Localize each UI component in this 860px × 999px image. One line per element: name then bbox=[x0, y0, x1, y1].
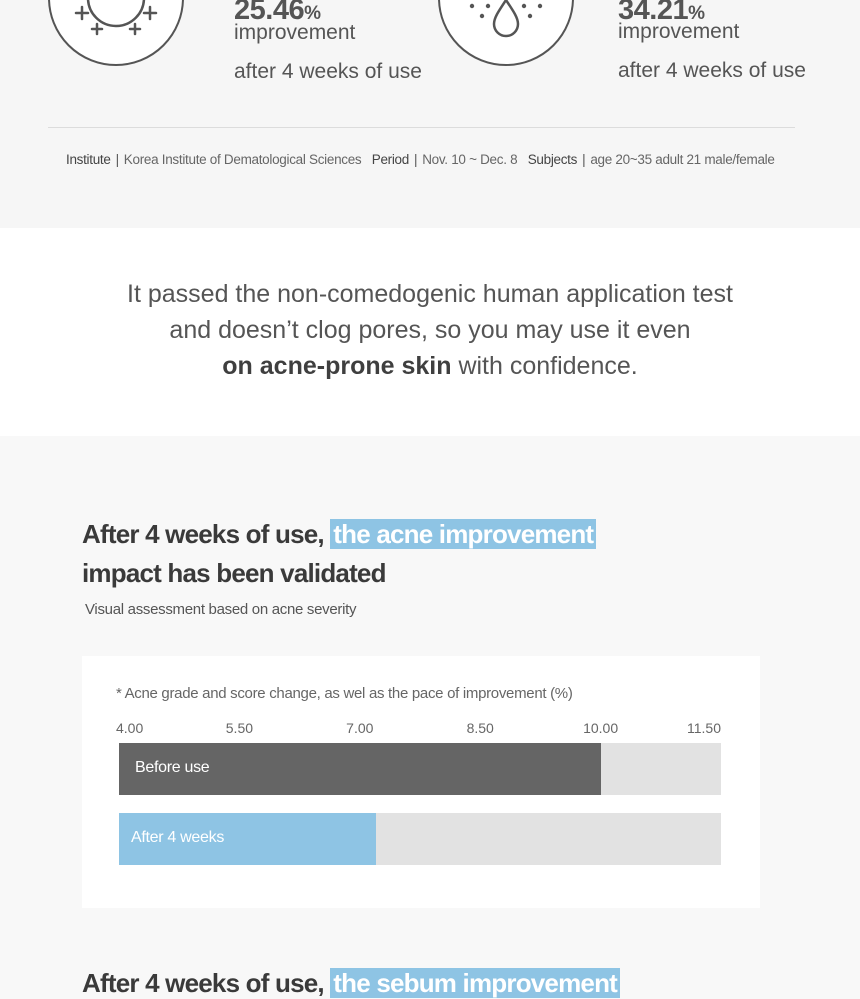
face-plus-icon bbox=[48, 0, 184, 66]
stat-value-1: 25.46% bbox=[234, 0, 321, 26]
stats-section bbox=[0, 0, 860, 228]
non-comedogenic-statement bbox=[0, 228, 860, 436]
acne-chart-card bbox=[82, 656, 760, 908]
x-tick-label: 11.50 bbox=[687, 720, 721, 736]
sebum-headline: After 4 weeks of use, the sebum improvement bbox=[82, 968, 620, 999]
stat-label-2: improvement bbox=[618, 20, 740, 43]
stat-period-2: after 4 weeks of use bbox=[618, 59, 806, 82]
statement-emphasis: on acne-prone skin bbox=[222, 352, 452, 380]
divider bbox=[48, 127, 795, 128]
statement-line-1: It passed the non-comedogenic human application test bbox=[127, 280, 733, 308]
acne-headline: After 4 weeks of use, the acne improvement bbox=[82, 519, 596, 550]
institute-value: Korea Institute of Dematological Sciences bbox=[123, 152, 362, 167]
study-info: Institute | Korea Institute of Dematological Sciences Period | Nov. 10 ~ Dec. 8 Subjects | age 20~35 adult 21 male/female bbox=[66, 152, 775, 167]
sebum-headline-highlight: the sebum improvement bbox=[330, 968, 620, 998]
stat-label-1: improvement bbox=[234, 21, 356, 44]
x-tick-label: 7.00 bbox=[346, 720, 374, 736]
bar-before-use bbox=[119, 743, 601, 795]
acne-headline-line2: impact has been validated bbox=[82, 558, 386, 588]
institute-label: Institute bbox=[66, 152, 111, 167]
stat-period-1: after 4 weeks of use bbox=[234, 60, 422, 83]
bar-track bbox=[119, 813, 721, 865]
statement-line-2: and doesn’t clog pores, so you may use it even bbox=[169, 316, 691, 344]
x-tick-label: 4.00 bbox=[116, 720, 144, 736]
subjects-value: age 20~35 adult 21 male/female bbox=[590, 152, 775, 167]
period-label: Period bbox=[371, 152, 409, 167]
x-tick-label: 10.00 bbox=[583, 720, 619, 736]
x-tick-label: 5.50 bbox=[225, 720, 254, 736]
bar-after-4-weeks bbox=[119, 813, 376, 865]
chart-title: * Acne grade and score change, as wel as the pace of improvement (%) bbox=[116, 685, 573, 702]
subjects-label: Subjects bbox=[527, 152, 578, 167]
bar-track bbox=[119, 743, 721, 795]
statement-line-3: on acne-prone skin with confidence. bbox=[222, 352, 638, 380]
acne-headline-highlight: the acne improvement bbox=[330, 519, 596, 549]
x-tick-label: 8.50 bbox=[466, 720, 494, 736]
acne-subtitle: Visual assessment based on acne severity bbox=[85, 601, 357, 618]
period-value: Nov. 10 ~ Dec. 8 bbox=[422, 152, 518, 167]
sebum-drop-icon bbox=[438, 0, 574, 66]
bar-category-label: After 4 weeks bbox=[131, 829, 225, 846]
bar-category-label: Before use bbox=[135, 759, 210, 776]
stat-value-2: 34.21% bbox=[618, 0, 705, 26]
